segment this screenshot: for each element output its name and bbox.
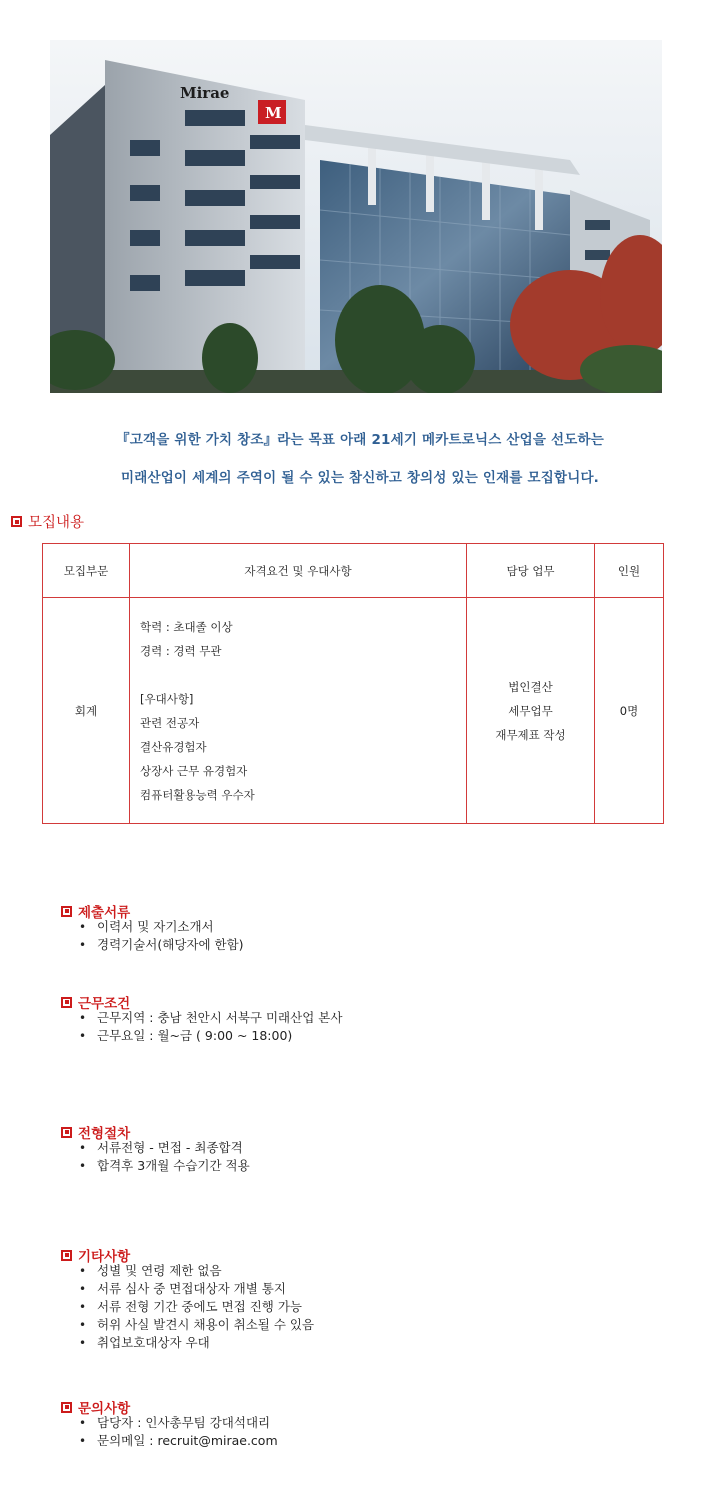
list-item: • 서류 심사 중 면접대상자 개별 통지 (78, 1280, 314, 1298)
cell-headcount: 0명 (595, 598, 664, 824)
duty-item: 법인결산 (508, 679, 553, 694)
preference-item: 결산유경험자 (140, 739, 207, 754)
list-item: • 경력기술서(해당자에 한함) (78, 936, 244, 954)
table-header-row (43, 544, 664, 598)
qualification-education: 학력 : 초대졸 이상 (140, 619, 233, 634)
recruit-section-title: 모집내용 (28, 515, 85, 531)
recruitment-table (42, 543, 664, 824)
preference-item: 상장사 근무 유경험자 (140, 763, 248, 778)
section-title: 기타사항 (78, 1249, 131, 1265)
square-bullet-icon (61, 1402, 72, 1413)
company-sign-text: Mirae (180, 84, 230, 102)
list-item: • 성별 및 연령 제한 없음 (78, 1262, 314, 1280)
list-item: • 서류전형 - 면접 - 최종합격 (78, 1139, 250, 1157)
cell-duties (467, 598, 595, 824)
intro-line-1: 『고객을 위한 가치 창조』라는 목표 아래 21세기 메카트로닉스 산업을 선도하는 (116, 432, 604, 448)
contact-list (78, 1414, 278, 1450)
documents-list (78, 918, 244, 954)
cell-qualifications (130, 598, 467, 824)
square-bullet-icon (61, 1127, 72, 1138)
recruit-section-heading (11, 511, 84, 532)
section-title: 제출서류 (78, 905, 131, 921)
intro-line-2: 미래산업이 세계의 주역이 될 수 있는 참신하고 창의성 있는 인재를 모집합니다. (120, 470, 600, 486)
preference-heading: [우대사항] (140, 691, 194, 706)
qualification-experience: 경력 : 경력 무관 (140, 643, 222, 658)
list-item: • 허위 사실 발견시 채용이 취소될 수 있음 (78, 1316, 314, 1334)
conditions-list (78, 1009, 342, 1045)
company-logo-mark: M (265, 104, 282, 122)
company-building-photo (50, 40, 662, 393)
list-item: • 합격후 3개월 수습기간 적용 (78, 1157, 250, 1175)
list-item: • 취업보호대상자 우대 (78, 1334, 314, 1352)
list-item: • 담당자 : 인사총무팀 강대석대리 (78, 1414, 278, 1432)
square-bullet-icon (11, 516, 22, 527)
list-item: • 서류 전형 기간 중에도 면접 진행 가능 (78, 1298, 314, 1316)
preference-item: 관련 전공자 (140, 715, 200, 730)
section-title: 전형절차 (78, 1126, 131, 1142)
list-item: • 근무지역 : 충남 천안시 서북구 미래산업 본사 (78, 1009, 342, 1027)
section-title: 문의사항 (78, 1401, 131, 1417)
process-list (78, 1139, 250, 1175)
header-qualifications: 자격요건 및 우대사항 (130, 544, 467, 598)
header-division: 모집부문 (43, 544, 130, 598)
duty-item: 재무제표 작성 (495, 727, 566, 742)
list-item: • 이력서 및 자기소개서 (78, 918, 244, 936)
preference-item: 컴퓨터활용능력 우수자 (140, 787, 255, 802)
header-headcount: 인원 (595, 544, 664, 598)
list-item: • 근무요일 : 월~금 ( 9:00 ~ 18:00) (78, 1027, 342, 1045)
cell-division: 회계 (43, 598, 130, 824)
contact-email[interactable]: • 문의메일 : recruit@mirae.com (78, 1432, 278, 1450)
etc-list (78, 1262, 314, 1352)
section-title: 근무조건 (78, 996, 131, 1012)
square-bullet-icon (61, 997, 72, 1008)
duty-item: 세무업무 (508, 703, 553, 718)
square-bullet-icon (61, 906, 72, 917)
header-duties: 담당 업무 (467, 544, 595, 598)
square-bullet-icon (61, 1250, 72, 1261)
table-row (43, 598, 664, 824)
